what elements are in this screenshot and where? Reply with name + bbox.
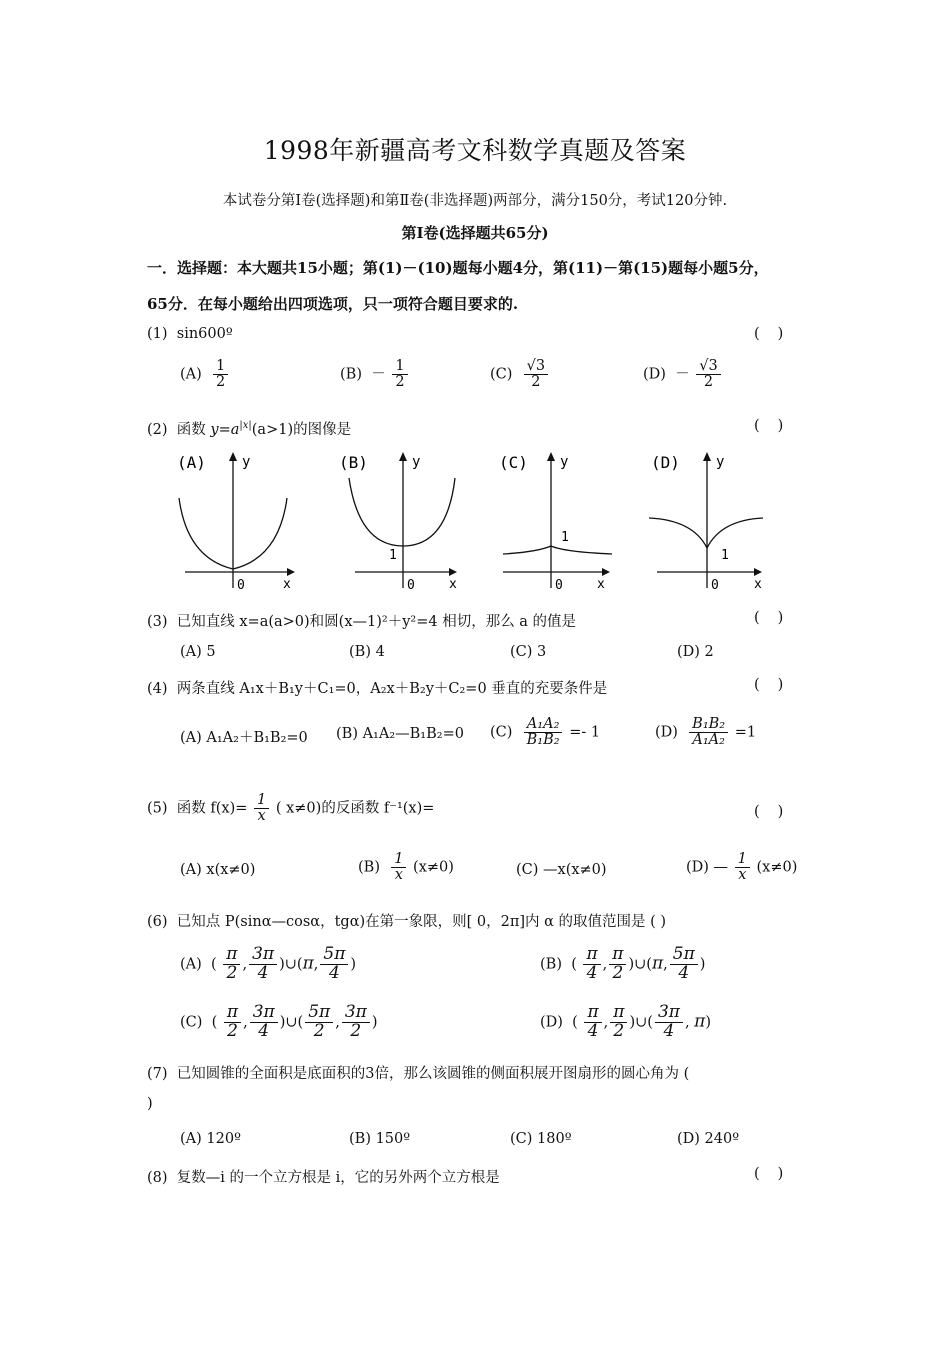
q5-option-c: (C) —x(x≠0)	[516, 862, 607, 878]
answer-paren: ()	[754, 677, 802, 693]
q4-option-c: (C) $\frac{\text{A₁A₂}}{\text{B₁B₂}}$ =- 1	[490, 716, 601, 749]
section-instructions-line1: 一．选择题：本大题共15小题；第(1)－(10)题每小题4分，第(11)－第(15)题每小题5分，	[147, 259, 769, 277]
fraction: $\frac{\text{B₁B₂}}{\text{A₁A₂}}$	[689, 717, 728, 748]
q7-option-a: (A) 120º	[180, 1131, 241, 1147]
question-4-stem: (4) 两条直线 A₁x＋B₁y＋C₁=0，A₂x＋B₂y＋C₂=0 垂直的充要条件是	[147, 681, 608, 697]
question-1-stem	[147, 326, 233, 342]
fraction: $\frac{1}{x}$	[391, 852, 406, 883]
answer-paren: ()	[754, 610, 802, 626]
fraction: $\frac{1}{2}$	[213, 359, 228, 390]
svg-text:1: 1	[389, 548, 397, 563]
svg-text:0: 0	[711, 578, 719, 593]
q1-option-c: (C) $\frac{√3}{2}$	[490, 359, 550, 390]
q7-option-d: (D) 240º	[677, 1131, 740, 1147]
graph-c	[497, 448, 622, 593]
q4-option-b: (B) A₁A₂—B₁B₂=0	[336, 726, 464, 742]
q3-option-b: (B) 4	[349, 644, 385, 660]
page-title: 1998年新疆高考文科数学真题及答案	[263, 136, 687, 165]
q5-option-b: (B) $\frac{1}{x}$ (x≠0)	[358, 851, 454, 884]
svg-text:0: 0	[237, 578, 245, 593]
graph-a	[175, 448, 305, 593]
question-7-stem-end: )	[147, 1096, 153, 1112]
q6-option-a: (A) ( $\frac{\pi}{2}$ , $\frac{3\pi}{4}$ )∪(π, $\frac{5\pi}{4}$ )	[180, 944, 357, 983]
svg-text:x: x	[283, 577, 291, 592]
q1-option-a: (A) $\frac{1}{2}$	[180, 359, 230, 390]
svg-text:(B): (B)	[339, 453, 368, 472]
question-3-stem: (3) 已知直线 x=a(a>0)和圆(x—1)²＋y²=4 相切，那么 a 的值是	[147, 614, 577, 630]
svg-text:y: y	[242, 454, 251, 470]
q7-option-b: (B) 150º	[349, 1131, 411, 1147]
question-8-stem: (8) 复数—i 的一个立方根是 i，它的另外两个立方根是	[147, 1170, 500, 1186]
svg-text:x: x	[754, 577, 762, 592]
x-arrow	[287, 568, 295, 576]
fraction: $\frac{1}{2}$	[392, 359, 407, 390]
answer-paren: ()	[754, 326, 802, 342]
svg-text:1: 1	[721, 548, 729, 563]
svg-text:y: y	[716, 454, 725, 470]
svg-text:y: y	[412, 454, 421, 470]
svg-text:0: 0	[407, 578, 415, 593]
question-5-stem: (5) 函数 f(x)= $\frac{1}{x}$ ( x≠0)的反函数 f⁻¹(x)=	[147, 792, 435, 825]
svg-text:y: y	[560, 454, 569, 470]
q6-option-d: (D) ( $\frac{\pi}{4}$ , $\frac{\pi}{2}$ )∪( $\frac{3\pi}{4}$ , π)	[540, 1002, 712, 1041]
graph-label: (A)	[177, 453, 206, 472]
q4-option-a: (A) A₁A₂＋B₁B₂=0	[180, 730, 308, 746]
section-instructions-line2: 65分．在每小题给出四项选项，只一项符合题目要求的.	[147, 295, 519, 313]
fraction: $\frac{√3}{2}$	[696, 359, 720, 390]
answer-paren: ()	[754, 804, 802, 820]
svg-text:(D): (D)	[651, 453, 680, 472]
svg-text:0: 0	[555, 578, 563, 593]
part-title: 第Ⅰ卷(选择题共65分)	[401, 224, 549, 242]
q7-option-c: (C) 180º	[510, 1131, 572, 1147]
q1-option-d: (D) － $\frac{√3}{2}$	[643, 359, 723, 390]
graph-d	[645, 448, 770, 593]
question-text: sin600º	[176, 326, 233, 342]
svg-text:x: x	[449, 577, 457, 592]
q6-option-c: (C) ( $\frac{\pi}{2}$ , $\frac{3\pi}{4}$ )∪( $\frac{5\pi}{2}$ , $\frac{3\pi}{2}$ )	[180, 1002, 378, 1041]
q5-option-d: (D) — $\frac{1}{x}$ (x≠0)	[686, 851, 798, 884]
svg-text:x: x	[597, 577, 605, 592]
question-6-stem: (6) 已知点 P(sinα—cosα，tgα)在第一象限，则[ 0，2π]内 α 的取值范围是 ( )	[147, 914, 667, 930]
answer-paren: ()	[754, 418, 802, 434]
fraction: $\frac{√3}{2}$	[524, 359, 548, 390]
question-2-stem: (2) 函数 $y=a^{|x|}(a>1)$的图像是	[147, 420, 352, 438]
svg-text:(C): (C)	[499, 453, 528, 472]
graph-b	[337, 448, 467, 593]
q5-option-a: (A) x(x≠0)	[180, 862, 256, 878]
q3-option-c: (C) 3	[510, 644, 547, 660]
fraction: $\frac{1}{x}$	[735, 852, 750, 883]
exam-intro: 本试卷分第Ⅰ卷(选择题)和第Ⅱ卷(非选择题)两部分，满分150分，考试120分钟.	[222, 193, 728, 209]
question-number: (1)	[147, 326, 168, 342]
q4-option-d: (D) $\frac{\text{B₁B₂}}{\text{A₁A₂}}$ =1	[655, 716, 757, 749]
svg-text:1: 1	[561, 530, 569, 545]
q6-option-b: (B) ( $\frac{\pi}{4}$ , $\frac{\pi}{2}$ )∪(π, $\frac{5\pi}{4}$ )	[540, 944, 706, 983]
q1-option-b: (B) － $\frac{1}{2}$	[340, 359, 410, 390]
fraction: $\frac{\text{A₁A₂}}{\text{B₁B₂}}$	[524, 717, 563, 748]
question-7-stem: (7) 已知圆锥的全面积是底面积的3倍，那么该圆锥的侧面积展开图扇形的圆心角为 (	[147, 1066, 690, 1082]
y-arrow	[229, 452, 237, 461]
q3-option-a: (A) 5	[180, 644, 216, 660]
q3-option-d: (D) 2	[677, 644, 714, 660]
fraction: $\frac{1}{x}$	[254, 793, 269, 824]
answer-paren: ()	[754, 1166, 802, 1182]
